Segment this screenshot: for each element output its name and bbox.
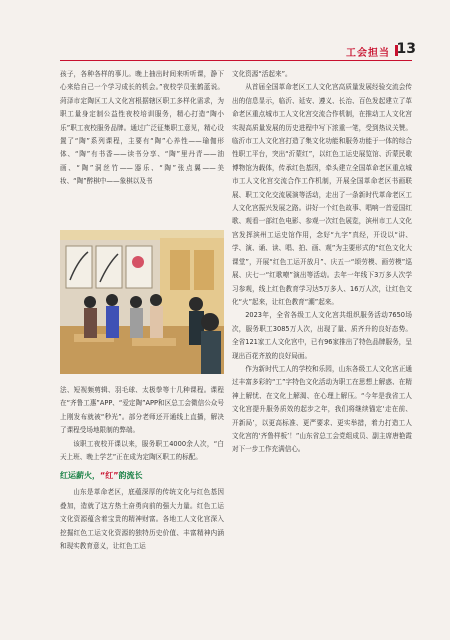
paragraph: 2023年，全省各级工人文化宫共组织服务活动7650场次，服务职工3085万人次，出现了量、质齐升的良好态势。全省121家工人文化宫中，已有96家推出了特色品牌服务，呈现出百花齐放的良好局面。 bbox=[232, 311, 412, 360]
right-column bbox=[232, 68, 412, 457]
paragraph: 文化资源“活起来”。 bbox=[232, 70, 292, 78]
subsection-heading bbox=[60, 470, 224, 482]
paragraph: 山东是革命老区，底蕴深厚的传统文化与红色基因叠加，造就了这方热土奋勇向前的强大力量。红色工运文化资源蕴含着宝贵的精神财富。各地工人文化宫深入挖掘红色工运文化资源的独特历史价值、丰富精神内涵和现实教育意义，让红色工运 bbox=[60, 488, 224, 551]
heading-part: 韵流长 bbox=[118, 471, 143, 481]
left-column-top bbox=[60, 68, 224, 189]
header-rule bbox=[60, 60, 412, 61]
left-column-bottom bbox=[60, 384, 224, 553]
paragraph: 该职工夜校开课以来，服务职工4000余人次，“白天上班、晚上学艺”正在成为定陶区职工的标配。 bbox=[60, 439, 224, 462]
paragraph: 孩子，各种各样的事儿。晚上抽出时间来听听课，静下心来给自己一个学习成长的机会。”夜校学员张鹤蓝说。菏泽市定陶区工人文化宫根据辖区职工多样化需求，为职工量身定制公益性夜校培训服务，精心打造“陶小乐”职工夜校服务品牌。通过广泛征集职工意见，精心设置了“陶”系列课程，主要有“陶”心养性——瑜伽形体、“陶”有书香——读书分享、“陶”里丹青——油画、“陶”洞丝竹——器乐、“陶”张点翼——美妆、“陶”醉棋中——象棋以及书 bbox=[60, 70, 224, 186]
paragraph: 从首届全国革命老区工人文化宫高质量发展经验交流会传出的信息显示，临沂、延安、遵义、长治、百色发起建立了革命老区重点城市工人文化宫交流合作机制，在推动工人文化宫实现高质量发展的历史进程中写下浓重一笔，受到热议关赞。临沂市工人文化宫打造了集文化功能和服务功能于一体的综合性职工平台，突出“沂蒙红”，以红色工运史展览馆、沂蒙民歌博物馆为载体，传承红色基因，牵头建立全国革命老区重点城市工人文化宫交流合作工作机制，开展全国革命老区书画联展、职工文化交流展演等活动，走出了一条新时代革命老区工人文化宫振兴发展之路。讲好一个红色故事、唱响一首爱国红歌、观看一部红色电影、参观一次红色展览，滨州市工人文化宫发挥滨州工运史馆作用，念好“九字”真经，开设以“讲、学、演、诵、读、唱、拍、画、观”为主要形式的“红色文化大课堂”，开展“红色工运开放月”、庆五一“颂劳模、画劳模”巡展、庆七一“红歌嘹”演出等活动。去年一年线下3万多人次学习参观，线上红色教育学习达5万多人、16万人次，让红色文化“火”起来，让红色教育“潮”起来。 bbox=[232, 83, 412, 306]
section-title: 工会担当 bbox=[346, 48, 390, 59]
paragraph: 作为新时代工人的学校和乐园，山东各级工人文化宫正通过丰富多彩的“工”字特色文化活动为职工在思想上解惑、在精神上解忧、在文化上解渴、在心理上解压。“今年是我省工人文化宫提升服务质效的起步之年，我们将继续锚定‘走在前、开新局’，以更高标准、更严要求、更实举措，着力打造工人文化宫的‘齐鲁样板’！”山东省总工会党组成员、副主席唐艳霞对下一步工作充满信心。 bbox=[232, 364, 412, 454]
paragraph: 法、短视频剪辑、羽毛球、太极拳等十几种课程。课程在“齐鲁工惠”APP、“爱定陶”APP和区总工会微信公众号上刚发布就被“秒光”。部分老师还开通线上直播，解决了课程受场地限制的弊端。 bbox=[60, 386, 224, 435]
heading-accent: “红” bbox=[100, 471, 119, 481]
classroom-photo bbox=[60, 230, 224, 374]
heading-part: 红运薪火， bbox=[60, 471, 100, 481]
photo-illustration bbox=[60, 230, 224, 374]
page-number: 13 bbox=[396, 41, 416, 57]
